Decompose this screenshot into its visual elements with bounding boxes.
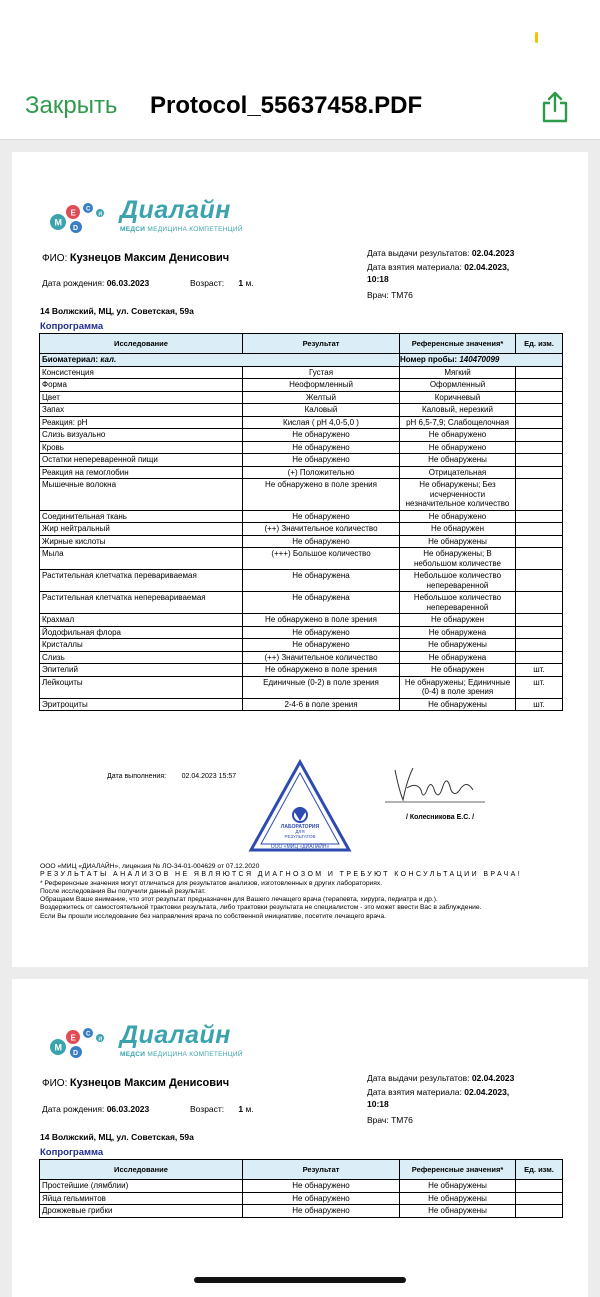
reference-cell: Не обнаружены	[400, 535, 516, 548]
table-row	[40, 479, 563, 511]
svg-text:E: E	[70, 208, 76, 218]
unit-cell	[516, 416, 563, 429]
status-bar	[0, 0, 600, 70]
table-row	[40, 404, 563, 417]
unit-cell	[516, 379, 563, 392]
execution-date: Дата выполнения: 02.04.2023 15:57	[107, 773, 237, 780]
result-cell: Не обнаружено в поле зрения	[243, 614, 400, 627]
unit-cell: шт.	[516, 664, 563, 677]
reference-cell: Мягкий	[400, 366, 516, 379]
home-indicator[interactable]	[194, 1277, 406, 1283]
reference-cell: Коричневый	[400, 391, 516, 404]
table-row	[40, 416, 563, 429]
test-name-cell: Мыла	[40, 548, 243, 570]
unit-cell	[516, 548, 563, 570]
reference-cell: Не обнаружено	[400, 429, 516, 442]
unit-cell	[516, 626, 563, 639]
reference-cell: Не обнаружен	[400, 523, 516, 536]
license-text: ООО «МИЦ «ДИАЛАЙН», лицензия № ЛО-34-01-004629 от 07.12.2020	[40, 863, 260, 870]
unit-cell	[516, 466, 563, 479]
svg-text:ООО «МИЦ «ДИАЛАЙН»: ООО «МИЦ «ДИАЛАЙН»	[270, 844, 330, 850]
logo-subtitle: МЕДСИ МЕДИЦИНА КОМПЕТЕНЦИЙ	[120, 226, 243, 233]
svg-text:M: M	[54, 1042, 62, 1053]
table-row	[40, 429, 563, 442]
result-cell: Кислая ( pH 4,0-5,0 )	[243, 416, 400, 429]
table-row	[40, 366, 563, 379]
close-button[interactable]: Закрыть	[25, 92, 118, 119]
results-table	[39, 333, 563, 711]
table-row	[40, 592, 563, 614]
unit-cell	[516, 535, 563, 548]
unit-cell	[516, 429, 563, 442]
result-cell: (+++) Большое количество	[243, 548, 400, 570]
logo-dots-icon	[48, 200, 110, 236]
svg-text:И: И	[98, 1036, 103, 1043]
reference-cell: Не обнаружены	[400, 1192, 516, 1205]
svg-text:И: И	[98, 211, 103, 218]
result-cell: Каловый	[243, 404, 400, 417]
test-name-cell: Реакция: pH	[40, 416, 243, 429]
table-row	[40, 698, 563, 711]
test-name-cell: Растительная клетчатка неперевариваемая	[40, 592, 243, 614]
header-cell: Референсные значения*	[400, 334, 516, 354]
sample-number-cell: Номер пробы: 140470099	[400, 354, 563, 367]
test-name-cell: Запах	[40, 404, 243, 417]
unit-cell	[516, 441, 563, 454]
table-row	[40, 676, 563, 698]
unit-cell	[516, 510, 563, 523]
header-cell: Результат	[243, 334, 400, 354]
result-cell: Не обнаружено	[243, 1180, 400, 1193]
test-name-cell: Консистенция	[40, 366, 243, 379]
test-name-cell: Лейкоциты	[40, 676, 243, 698]
reference-cell: Не обнаружен	[400, 614, 516, 627]
patient-age: Возраст: 1 м.	[190, 1104, 254, 1114]
result-cell: Не обнаружена	[243, 570, 400, 592]
test-name-cell: Простейшие (лямблии)	[40, 1180, 243, 1193]
signature-icon	[377, 760, 497, 810]
test-name-cell: Йодофильная флора	[40, 626, 243, 639]
table-row	[40, 466, 563, 479]
table-row	[40, 510, 563, 523]
test-name-cell: Слизь	[40, 651, 243, 664]
reference-cell: Не обнаружены; В небольшом количестве	[400, 548, 516, 570]
biomaterial-cell: Биоматериал: кал.	[40, 354, 400, 367]
test-name-cell: Мышечные волокна	[40, 479, 243, 511]
clinic-address: 14 Волжский, МЦ, ул. Советская, 59а	[40, 1132, 194, 1142]
reference-cell: Не обнаружены	[400, 698, 516, 711]
result-cell: Не обнаружено	[243, 454, 400, 467]
header-cell: Исследование	[40, 334, 243, 354]
result-cell: Единичные (0-2) в поле зрения	[243, 676, 400, 698]
test-name-cell: Кровь	[40, 441, 243, 454]
unit-cell	[516, 592, 563, 614]
table-row	[40, 548, 563, 570]
results-table-2	[39, 1159, 563, 1218]
result-cell: Не обнаружено	[243, 429, 400, 442]
header-cell: Референсные значения*	[400, 1160, 516, 1180]
reference-cell: Не обнаружены	[400, 1205, 516, 1218]
patient-age: Возраст: 1 м.	[190, 278, 254, 288]
result-cell: (+) Положительно	[243, 466, 400, 479]
logo-brand: Диалайн	[120, 196, 231, 224]
reference-cell: Каловый, нерезкий	[400, 404, 516, 417]
header-cell: Ед. изм.	[516, 334, 563, 354]
logo-dots-icon	[48, 1025, 110, 1061]
svg-text:C: C	[86, 1031, 91, 1038]
unit-cell	[516, 366, 563, 379]
section-title: Копрограмма	[40, 1147, 104, 1158]
reference-cell: Небольшое количество непереваренной	[400, 570, 516, 592]
test-name-cell: Дрожжевые грибки	[40, 1205, 243, 1218]
reference-cell: Не обнаружено	[400, 441, 516, 454]
unit-cell	[516, 391, 563, 404]
svg-text:РЕЗУЛЬТАТОВ: РЕЗУЛЬТАТОВ	[284, 834, 316, 839]
logo-brand: Диалайн	[120, 1021, 231, 1049]
unit-cell	[516, 479, 563, 511]
test-name-cell: Остатки непереваренной пищи	[40, 454, 243, 467]
unit-cell	[516, 1180, 563, 1193]
warning-text: РЕЗУЛЬТАТЫ АНАЛИЗОВ НЕ ЯВЛЯЮТСЯ ДИАГНОЗОМ И ТРЕБУЮТ КОНСУЛЬТАЦИИ ВРАЧА!	[40, 871, 523, 879]
test-name-cell: Реакция на гемоглобин	[40, 466, 243, 479]
result-cell: Не обнаружено	[243, 441, 400, 454]
section-title: Копрограмма	[40, 321, 104, 332]
test-name-cell: Яйца гельминтов	[40, 1192, 243, 1205]
taken-date: Дата взятия материала: 02.04.2023,	[367, 1087, 510, 1097]
birth-date: Дата рождения: 06.03.2023	[42, 278, 150, 288]
table-row	[40, 1192, 563, 1205]
result-cell: Не обнаружено	[243, 1205, 400, 1218]
svg-text:ДЛЯ: ДЛЯ	[295, 829, 305, 834]
table-row	[40, 626, 563, 639]
reference-cell: Не обнаружено	[400, 510, 516, 523]
reference-cell: Не обнаружена	[400, 651, 516, 664]
taken-time: 10:18	[367, 274, 389, 284]
reference-cell: Не обнаружены; Без исчерченности незначительное количество	[400, 479, 516, 511]
unit-cell	[516, 404, 563, 417]
header-cell: Результат	[243, 1160, 400, 1180]
reference-cell: Оформленный	[400, 379, 516, 392]
pdf-page-2	[12, 979, 588, 1297]
table-header-row	[40, 1160, 563, 1180]
test-name-cell: Соединительная ткань	[40, 510, 243, 523]
test-name-cell: Жирные кислоты	[40, 535, 243, 548]
svg-text:ЛАБОРАТОРИЯ: ЛАБОРАТОРИЯ	[280, 824, 320, 830]
footer-notes	[40, 863, 565, 921]
patient-fio: ФИО: Кузнецов Максим Денисович	[42, 252, 230, 264]
unit-cell	[516, 454, 563, 467]
dialain-logo	[48, 196, 268, 240]
table-row	[40, 664, 563, 677]
test-name-cell: Эритроциты	[40, 698, 243, 711]
biomaterial-row	[40, 354, 563, 367]
logo-subtitle: МЕДСИ МЕДИЦИНА КОМПЕТЕНЦИЙ	[120, 1051, 243, 1058]
recording-indicator-icon	[535, 32, 538, 43]
unit-cell	[516, 1205, 563, 1218]
reference-cell: Небольшое количество непереваренной	[400, 592, 516, 614]
table-row	[40, 1180, 563, 1193]
result-cell: Не обнаружено	[243, 535, 400, 548]
result-cell: Не обнаружено	[243, 626, 400, 639]
test-name-cell: Эпителий	[40, 664, 243, 677]
table-header-row	[40, 334, 563, 354]
clinic-address: 14 Волжский, МЦ, ул. Советская, 59а	[40, 306, 194, 316]
table-row	[40, 379, 563, 392]
result-cell: (++) Значительное количество	[243, 523, 400, 536]
reference-cell: Не обнаружен	[400, 664, 516, 677]
unit-cell	[516, 1192, 563, 1205]
table-row	[40, 454, 563, 467]
table-row	[40, 570, 563, 592]
result-cell: 2-4-6 в поле зрения	[243, 698, 400, 711]
svg-text:M: M	[54, 217, 62, 228]
table-row	[40, 523, 563, 536]
test-name-cell: Растительная клетчатка перевариваемая	[40, 570, 243, 592]
result-cell: Не обнаружена	[243, 592, 400, 614]
result-cell: Не обнаружено в поле зрения	[243, 664, 400, 677]
reference-cell: Не обнаружена	[400, 626, 516, 639]
reference-cell: Отрицательная	[400, 466, 516, 479]
note-text: * Референсные значения могут отличаться для результатов анализов, изготовленных в других лабораториях.	[40, 879, 383, 887]
note-text: После исследования Вы получили данный результат.	[40, 887, 206, 895]
table-row	[40, 651, 563, 664]
header-cell: Исследование	[40, 1160, 243, 1180]
unit-cell	[516, 570, 563, 592]
result-cell: Не обнаружено	[243, 639, 400, 652]
svg-text:C: C	[86, 206, 91, 213]
unit-cell: шт.	[516, 676, 563, 698]
result-cell: Не обнаружено	[243, 1192, 400, 1205]
doctor: Врач: ТМ76	[367, 290, 413, 300]
patient-fio: ФИО: Кузнецов Максим Денисович	[42, 1077, 230, 1089]
issue-date: Дата выдачи результатов: 02.04.2023	[367, 248, 515, 258]
pdf-page-1	[12, 152, 588, 967]
header-cell: Ед. изм.	[516, 1160, 563, 1180]
unit-cell	[516, 651, 563, 664]
reference-cell: pH 6,5-7,9; Слабощелочная	[400, 416, 516, 429]
reference-cell: Не обнаружены	[400, 454, 516, 467]
dialain-logo	[48, 1021, 268, 1065]
table-row	[40, 535, 563, 548]
signer-name: / Колесникова Е.С. /	[406, 814, 475, 821]
issue-date: Дата выдачи результатов: 02.04.2023	[367, 1073, 515, 1083]
laboratory-stamp-icon	[248, 759, 352, 855]
test-name-cell: Форма	[40, 379, 243, 392]
note-text: Если Вы прошли исследование без направления врача по собственной инициативе, посетите лечащего врача.	[40, 912, 387, 920]
doctor: Врач: ТМ76	[367, 1115, 413, 1125]
test-name-cell: Крахмал	[40, 614, 243, 627]
result-cell: (++) Значительное количество	[243, 651, 400, 664]
navigation-bar	[0, 70, 600, 140]
taken-time: 10:18	[367, 1099, 389, 1109]
share-icon[interactable]	[538, 90, 572, 124]
unit-cell	[516, 614, 563, 627]
test-name-cell: Жир нейтральный	[40, 523, 243, 536]
svg-text:D: D	[73, 1050, 79, 1057]
result-cell: Густая	[243, 366, 400, 379]
table-row	[40, 614, 563, 627]
test-name-cell: Кристаллы	[40, 639, 243, 652]
note-text: Воздержитесь от самостоятельной трактовки результата, либо трактовки результата не специалистом - это может ввести Вас в заблуждение.	[40, 904, 482, 912]
note-text: Обращаем Ваше внимание, что этот результат предназначен для Вашего лечащего врача (терапевта, хирурга, педиатра и др.).	[40, 896, 438, 904]
unit-cell	[516, 523, 563, 536]
taken-date: Дата взятия материала: 02.04.2023,	[367, 262, 510, 272]
birth-date: Дата рождения: 06.03.2023	[42, 1104, 150, 1114]
reference-cell: Не обнаружены	[400, 1180, 516, 1193]
result-cell: Не обнаружено	[243, 510, 400, 523]
svg-text:E: E	[70, 1033, 76, 1043]
table-row	[40, 1205, 563, 1218]
result-cell: Желтый	[243, 391, 400, 404]
table-row	[40, 391, 563, 404]
unit-cell	[516, 639, 563, 652]
unit-cell: шт.	[516, 698, 563, 711]
table-row	[40, 441, 563, 454]
document-title: Protocol_55637458.PDF	[150, 92, 423, 119]
svg-text:D: D	[73, 225, 79, 232]
result-cell: Не обнаружено в поле зрения	[243, 479, 400, 511]
result-cell: Неоформленный	[243, 379, 400, 392]
reference-cell: Не обнаружены; Единичные (0-4) в поле зрения	[400, 676, 516, 698]
reference-cell: Не обнаружены	[400, 639, 516, 652]
test-name-cell: Цвет	[40, 391, 243, 404]
table-row	[40, 639, 563, 652]
test-name-cell: Слизь визуально	[40, 429, 243, 442]
